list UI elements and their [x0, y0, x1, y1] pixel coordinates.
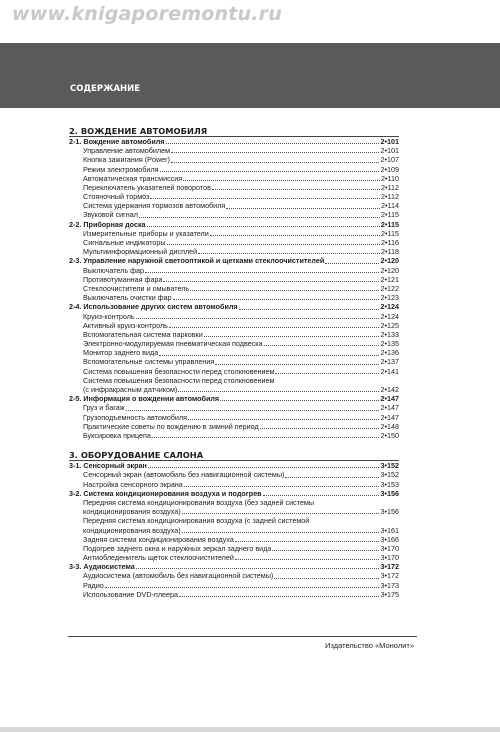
toc-chapter-entry[interactable]: [69, 302, 399, 311]
toc-entry-title: Буксировка прицепа: [83, 431, 151, 440]
toc-entry-title: Переключатель указателей поворотов: [83, 182, 211, 192]
toc-page-number: 2•107: [380, 155, 399, 165]
toc-entry-title: Управление автомобилем: [83, 146, 171, 156]
toc-entry[interactable]: [69, 581, 399, 590]
toc-page-number: 3•170: [380, 553, 399, 563]
header-band: [0, 43, 500, 108]
toc-entry[interactable]: [69, 507, 399, 516]
toc-page-number: 2•115: [380, 219, 399, 229]
dot-leader: [325, 263, 379, 264]
toc-page-number: 3•175: [380, 589, 399, 599]
toc-page-number: 3•156: [380, 507, 399, 517]
dot-leader: [150, 198, 380, 199]
dot-leader: [275, 373, 379, 374]
toc-entry-title: кондиционирования воздуха): [83, 525, 181, 535]
toc-entry-title: 2-4. Использование других систем автомобиля: [69, 302, 238, 312]
toc-entry[interactable]: [69, 238, 399, 247]
dot-leader: [184, 486, 380, 487]
toc-page-number: 3•161: [380, 525, 399, 535]
dot-leader: [171, 152, 379, 153]
toc-entry-title: Использование DVD-плеера: [83, 589, 178, 599]
toc-entry-title: Задняя система кондиционирования воздуха: [83, 534, 234, 544]
toc-page-number: 3•166: [380, 534, 399, 544]
dot-leader: [182, 513, 380, 514]
toc-entry-title: Режим электромобиля: [83, 164, 159, 174]
toc-entry[interactable]: [69, 403, 399, 412]
dot-leader: [212, 189, 380, 190]
toc-entry[interactable]: [69, 367, 399, 376]
toc-chapter-entry[interactable]: [69, 489, 399, 498]
toc-entry-title: Радио: [83, 580, 104, 590]
dot-leader: [190, 290, 379, 291]
toc-entry-title: Выключатель очистки фар: [83, 293, 172, 303]
toc-page-number: 2•110: [381, 173, 399, 183]
toc-page-number: 2•114: [381, 201, 399, 211]
toc-entry-wrapped-line: Система повышения безопасности перед столкновением: [83, 375, 275, 385]
toc-entry-title: Сигнальные индикаторы: [83, 238, 166, 248]
dot-leader: [260, 428, 380, 429]
toc-entry-title: Груз и багаж: [83, 403, 125, 413]
toc-page-number: 2•109: [380, 164, 399, 174]
toc-entry-title: 2-5. Информация о вождении автомобиля: [69, 394, 220, 404]
dot-leader: [188, 419, 379, 420]
toc-entry-title: Вспомогательная система парковки: [83, 329, 203, 339]
dot-leader: [163, 281, 379, 282]
footer-divider: [68, 636, 417, 637]
dot-leader: [235, 541, 380, 542]
toc-page-number: 3•152: [380, 470, 399, 480]
toc-entry-title: Практические советы по вождению в зимний период: [83, 421, 259, 431]
dot-leader: [169, 327, 380, 328]
toc-entry[interactable]: [69, 590, 399, 599]
toc-page-number: 2•101: [380, 146, 399, 156]
toc-entry-title: Система повышения безопасности перед столкновением: [83, 366, 275, 376]
toc-entry[interactable]: [69, 155, 399, 164]
toc-page-number: 2•148: [380, 421, 399, 431]
toc-entry[interactable]: [69, 385, 399, 394]
toc-entry[interactable]: [69, 183, 399, 192]
dot-leader: [167, 244, 380, 245]
page-title: СОДЕРЖАНИЕ: [70, 84, 141, 94]
dot-leader: [171, 162, 380, 163]
toc-entry[interactable]: [69, 348, 399, 357]
toc-entry-title: Измерительные приборы и указатели: [83, 228, 209, 238]
toc-entry-title: Грузоподъемность автомобиля: [83, 412, 188, 422]
toc-entry-title: Стеклоочистители и омыватель: [83, 283, 190, 293]
toc-entry[interactable]: [69, 247, 399, 256]
toc-entry[interactable]: [69, 553, 399, 562]
toc-page-number: 2•123: [380, 293, 399, 303]
toc-entry-title: 3-2. Система кондиционирования воздуха и подогрев: [69, 488, 262, 498]
toc-entry[interactable]: [69, 174, 399, 183]
toc-entry-title: 2-2. Приборная доска: [69, 219, 146, 229]
toc-page-number: 2•147: [380, 412, 399, 422]
toc-page-number: 2•141: [380, 366, 399, 376]
toc-page-number: 3•156: [380, 488, 399, 498]
toc-entry[interactable]: [69, 266, 399, 275]
toc-entry-title: (с инфракрасным датчиком): [83, 385, 178, 395]
toc-page-number: 2•121: [380, 274, 399, 284]
toc-page-number: 2•124: [380, 302, 399, 312]
toc-chapter-entry[interactable]: [69, 256, 399, 265]
toc-entry[interactable]: [69, 229, 399, 238]
toc-page-number: 3•172: [380, 562, 399, 572]
toc-entry-title: Сенсорный экран (автомобиль без навигационной системы): [83, 470, 285, 480]
toc-entry-title: Автоматическая трансмиссия: [83, 173, 183, 183]
toc-entry-title: Мультиинформационный дисплей: [83, 247, 198, 257]
toc-entry-title: Аудиосистема (автомобиль без навигационной системы): [83, 571, 274, 581]
toc-chapter-entry[interactable]: [69, 137, 399, 146]
toc-entry[interactable]: [69, 480, 399, 489]
toc-entry-title: 3-3. Аудиосистема: [69, 562, 135, 572]
dot-leader: [272, 550, 379, 551]
toc-entry[interactable]: [69, 275, 399, 284]
toc-entry-wrapped-line: Передняя система кондиционирования воздуха (с задней системой: [83, 516, 310, 526]
toc-entry-title: Настройка сенсорного экрана: [83, 479, 183, 489]
toc-entry[interactable]: [69, 358, 399, 367]
dot-leader: [105, 587, 380, 588]
toc-entry[interactable]: [69, 413, 399, 422]
dot-leader: [210, 235, 380, 236]
toc-page-number: 3•170: [380, 543, 399, 553]
toc-page-number: 3•153: [380, 479, 399, 489]
toc-page-number: 2•136: [380, 348, 399, 358]
toc-entry-title: Звуковой сигнал: [83, 210, 138, 220]
toc-entry-title: Активный круиз-контроль: [83, 320, 168, 330]
toc-entry-title: 2-1. Вождение автомобиля: [69, 136, 165, 146]
toc-page-number: 2•142: [380, 385, 399, 395]
dot-leader: [166, 143, 380, 144]
toc-entry[interactable]: [69, 321, 399, 330]
toc-entry-title: Кнопка зажигания (Power): [83, 155, 170, 165]
toc-page-number: 2•135: [380, 339, 399, 349]
toc-entry-wrapped-line: Передняя система кондиционирования воздуха (без задней системы: [83, 497, 315, 507]
dot-leader: [204, 336, 380, 337]
dot-leader: [239, 309, 380, 310]
toc-page-number: 2•115: [381, 228, 399, 238]
toc-entry[interactable]: [69, 431, 399, 440]
dot-leader: [179, 596, 379, 597]
section-heading: 3. ОБОРУДОВАНИЕ САЛОНА: [69, 449, 399, 461]
dot-leader: [220, 400, 379, 401]
dot-leader: [160, 171, 380, 172]
dot-leader: [178, 391, 379, 392]
bottom-band: [0, 727, 500, 732]
dot-leader: [173, 299, 380, 300]
toc-page-number: 2•150: [380, 431, 399, 440]
toc-page-number: 2•147: [380, 394, 399, 404]
dot-leader: [215, 364, 379, 365]
dot-leader: [264, 345, 380, 346]
toc-entry[interactable]: [69, 339, 399, 348]
toc-entry[interactable]: [69, 146, 399, 155]
toc-entry[interactable]: [69, 544, 399, 553]
dot-leader: [152, 437, 380, 438]
toc-entry[interactable]: [69, 330, 399, 339]
toc-chapter-entry[interactable]: [69, 394, 399, 403]
dot-leader: [145, 272, 379, 273]
toc-page-number: 3•173: [380, 580, 399, 590]
toc-page-number: 2•137: [380, 357, 399, 367]
toc-entry-title: Выключатель фар: [83, 265, 145, 275]
toc-page-number: 2•133: [380, 329, 399, 339]
toc-entry-title: Система удержания тормозов автомобиля: [83, 201, 226, 211]
toc-entry[interactable]: [69, 535, 399, 544]
toc-chapter-entry[interactable]: [69, 461, 399, 470]
toc-page-number: 2•115: [381, 210, 399, 220]
dot-leader: [136, 318, 380, 319]
toc-entry-title: 2-3. Управление наружной светооптикой и щетками стеклоочистителей: [69, 256, 325, 266]
toc-page-number: 2•112: [381, 192, 399, 202]
toc-entry-title: Электронно-модулируемая пневматическая подвеска: [83, 339, 263, 349]
toc-page-number: 2•125: [380, 320, 399, 330]
toc-page-number: 2•118: [381, 247, 399, 257]
toc-page-number: 2•124: [380, 311, 399, 321]
toc-entry-title: Круиз-контроль: [83, 311, 135, 321]
dot-leader: [182, 532, 380, 533]
dot-leader: [139, 217, 380, 218]
table-of-contents: [69, 125, 399, 599]
dot-leader: [126, 410, 380, 411]
toc-entry-title: Антиобледенитель щеток стеклоочистителей: [83, 553, 234, 563]
toc-entry[interactable]: [69, 312, 399, 321]
toc-entry[interactable]: [69, 470, 399, 479]
toc-page-number: 3•152: [380, 461, 399, 471]
dot-leader: [274, 578, 379, 579]
section-heading: 2. ВОЖДЕНИЕ АВТОМОБИЛЯ: [69, 125, 399, 137]
toc-page-number: 2•116: [381, 238, 399, 248]
toc-entry[interactable]: [69, 201, 399, 210]
toc-entry[interactable]: [69, 571, 399, 580]
toc-chapter-entry[interactable]: [69, 220, 399, 229]
dot-leader: [159, 355, 379, 356]
toc-entry[interactable]: [69, 526, 399, 535]
dot-leader: [235, 559, 380, 560]
toc-entry[interactable]: [69, 211, 399, 220]
dot-leader: [183, 180, 380, 181]
toc-entry[interactable]: [69, 165, 399, 174]
toc-page-number: 2•120: [380, 256, 399, 266]
toc-entry-title: Противотуманная фара: [83, 274, 163, 284]
toc-entry-title: Монитор заднего вида: [83, 348, 159, 358]
dot-leader: [198, 253, 380, 254]
dot-leader: [136, 568, 380, 569]
dot-leader: [148, 467, 380, 468]
toc-page-number: 2•120: [380, 265, 399, 275]
publisher-credit: Издательство «Монолит»: [325, 641, 414, 650]
toc-entry[interactable]: [69, 284, 399, 293]
toc-page-number: 2•147: [380, 403, 399, 413]
watermark: www.knigaporemontu.ru: [12, 3, 282, 25]
dot-leader: [147, 226, 380, 227]
dot-leader: [263, 495, 380, 496]
toc-entry-title: 3-1. Сенсорный экран: [69, 461, 147, 471]
toc-page-number: 2•112: [381, 182, 399, 192]
toc-entry[interactable]: [69, 422, 399, 431]
toc-entry[interactable]: [69, 293, 399, 302]
toc-page-number: 3•172: [380, 571, 399, 581]
toc-entry[interactable]: [69, 192, 399, 201]
toc-entry-title: Стояночный тормоз: [83, 192, 150, 202]
toc-entry-title: Вспомогательные системы управления: [83, 357, 215, 367]
toc-page-number: 2•122: [380, 283, 399, 293]
dot-leader: [226, 208, 380, 209]
dot-leader: [285, 477, 379, 478]
toc-entry-title: кондиционирования воздуха): [83, 507, 181, 517]
toc-page-number: 2•101: [380, 136, 399, 146]
toc-entry-title: Подогрев заднего окна и наружных зеркал заднего вида: [83, 543, 272, 553]
toc-chapter-entry[interactable]: [69, 562, 399, 571]
